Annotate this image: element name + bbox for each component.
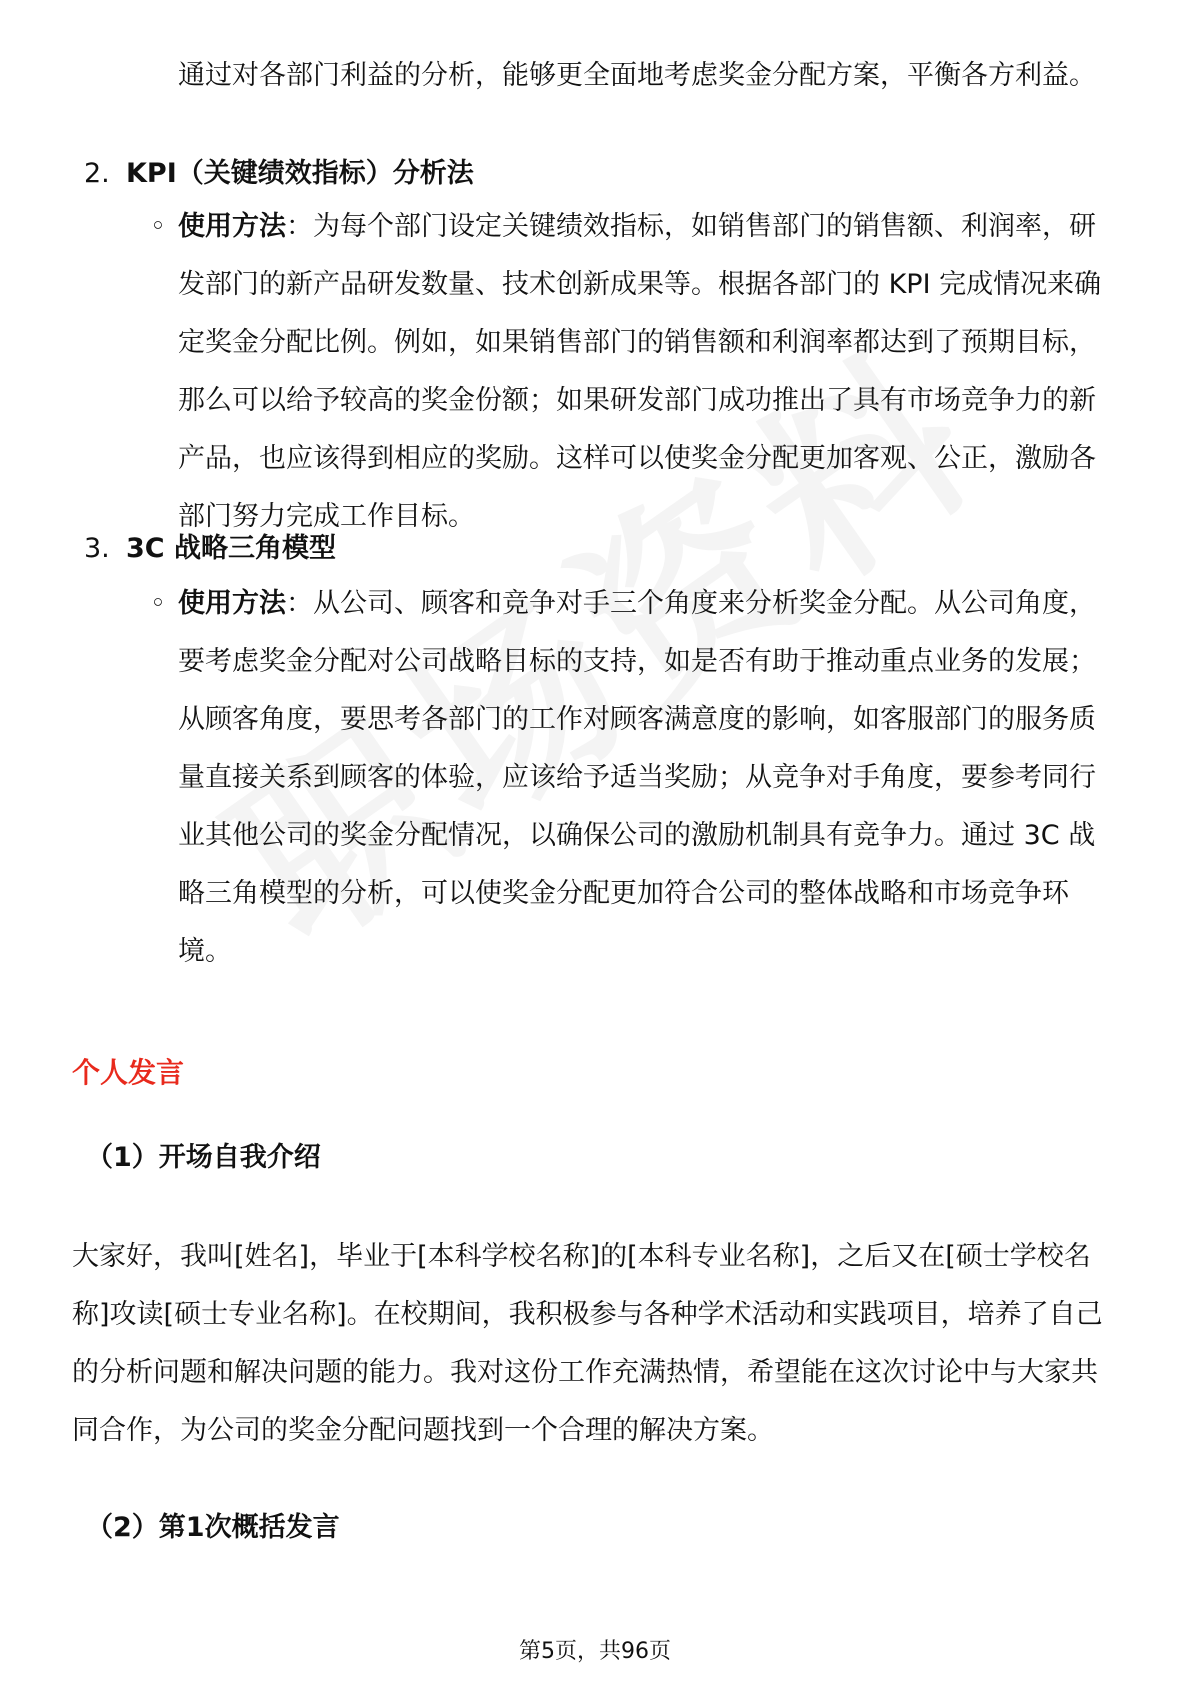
method-title-text: 3C 战略三角模型 [126,533,337,564]
usage-label: 使用方法 [178,588,286,619]
page-footer: 第5页，共96页 [519,1639,671,1664]
method-title-3c [84,520,336,578]
method-title-text: KPI（关键绩效指标）分析法 [126,158,474,189]
bullet-marker: ◦ [150,588,166,619]
usage-label: 使用方法 [178,211,286,242]
subheading-self-intro: （1）开场自我介绍 [86,1142,321,1173]
method-number: 2. [84,158,110,189]
subheading-first-summary: （2）第1次概括发言 [86,1512,340,1543]
intro-paragraph: 通过对各部门利益的分析，能够更全面地考虑奖金分配方案，平衡各方利益。 [178,60,1096,91]
method-usage-kpi [150,198,1118,546]
usage-text: ：为每个部门设定关键绩效指标，如销售部门的销售额、利润率，研发部门的新产品研发数量、技术创新成果等。根据各部门的 KPI 完成情况来确定奖金分配比例。例如，如果销售部门的销售额和利润率都达到了预期目标，那么可以给予较高的奖金份额；如果研发部门成功推出了具有市场竞争力的新产品，也应该得到相应的奖励。这样可以使奖金分配更加客观、公正，激励各部门努力完成工作目标。 [178,211,1102,532]
method-title-kpi [84,145,474,203]
usage-text: ：从公司、顾客和竞争对手三个角度来分析奖金分配。从公司角度，要考虑奖金分配对公司战略目标的支持，如是否有助于推动重点业务的发展；从顾客角度，要思考各部门的工作对顾客满意度的影响，如客服部门的服务质量直接关系到顾客的体验，应该给予适当奖励；从竞争对手角度，要参考同行业其他公司的奖金分配情况，以确保公司的激励机制具有竞争力。通过 3C 战略三角模型的分析，可以使奖金分配更加符合公司的整体战略和市场竞争环境。 [178,588,1096,967]
bullet-marker: ◦ [150,211,166,242]
method-usage-3c [150,575,1118,981]
method-number: 3. [84,533,110,564]
section-heading: 个人发言 [72,1056,185,1089]
self-intro-paragraph: 大家好，我叫[姓名]，毕业于[本科学校名称]的[本科专业名称]，之后又在[硕士学校名称]攻读[硕士专业名称]。在校期间，我积极参与各种学术活动和实践项目，培养了自己的分析问题和解决问题的能力。我对这份工作充满热情，希望能在这次讨论中与大家共同合作，为公司的奖金分配问题找到一个合理的解决方案。 [72,1241,1103,1446]
